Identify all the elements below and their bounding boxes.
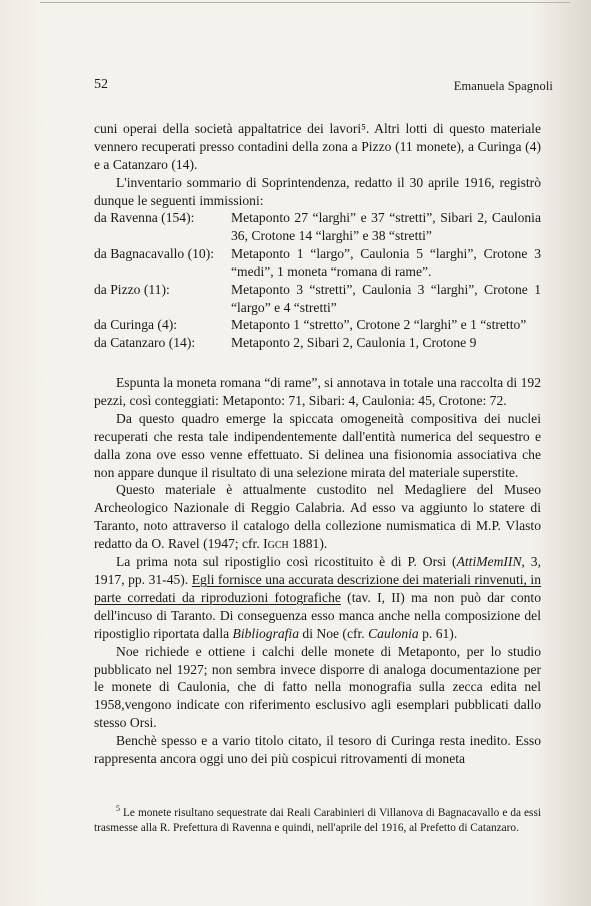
inventory-row: [94, 209, 541, 245]
inventory-place: da Pizzo (11):: [94, 281, 170, 297]
paragraph-7: Noe richiede e ottiene i calchi delle monete di Metaponto, per lo studio pubblicato nel 1927; non sembra invece disporre di analoga documentazione per le monete di Caulonia, che di fatto nella monografia sulla zecca edita nel 1958,vengono indicate con riferimento esclusivo agli esemplari pubblicati dallo stesso Orsi.: [94, 643, 541, 731]
paragraph-8: Benchè spesso e a vario titolo citato, il tesoro di Curinga resta inedito. Esso rappresenta ancora oggi uno dei più cospicui ritrovamenti di moneta: [94, 733, 541, 767]
p6-text-a: La prima nota sul ripostiglio così ricostituito è di P. Orsi (: [116, 554, 457, 570]
inventory-coins: Metaponto 2, Sibari 2, Caulonia 1, Crotone 9: [231, 335, 477, 351]
footnote: [94, 801, 541, 836]
top-edge-line: [40, 2, 570, 3]
inventory-coins: Metaponto 1 “stretto”, Crotone 2 “larghi” e 1 “stretto”: [231, 317, 527, 333]
p6-text-c: (tav. I, II) ma non può dar conto dell'incuso di Taranto. Di conseguenza esso manca anche nella composizione del ripostiglio riportata dalla: [94, 589, 542, 641]
p6-journal-ref: AttiMemIIN: [456, 554, 522, 570]
inventory-place: da Bagnacavallo (10):: [94, 245, 215, 261]
inventory-row: [94, 281, 541, 317]
inventory-place: da Catanzaro (14):: [94, 335, 196, 351]
paragraph-4: Da questo quadro emerge la spiccata omogeneità compositiva dei nuclei recuperati che resta tale indipendentemente dall'entità numerica del sequestro e dalla zona ove esso venne effettuato. Si delinea una fisionomia associativa che non appare dunque il risultato di una selezione mirata del materiale superstite.: [94, 410, 541, 480]
paragraph-6: [94, 553, 541, 643]
main-text: [94, 374, 541, 768]
inventory-place: da Curinga (4):: [94, 317, 178, 333]
inventory-coins: Metaponto 27 “larghi” e 37 “stretti”, Sibari 2, Caulonia 36, Crotone 14 “larghi” e 38 “stretti”: [231, 210, 541, 243]
footnote-number: 5: [116, 804, 120, 813]
inventory-place: da Ravenna (154):: [94, 210, 195, 225]
p6-text-b: , 3, 1917, pp. 31-45).: [94, 554, 541, 587]
paragraph-1: cuni operai della società appaltatrice dei lavori⁵. Altri lotti di questo materiale vennero recuperati presso contadini della zona a Pizzo (11 monete), a Curinga (4) e a Catanzaro (14).: [94, 121, 541, 172]
p6-text-d: di Noe (cfr.: [299, 625, 369, 641]
p6-caulonia: Caulonia: [368, 625, 419, 641]
inventory-list: [94, 209, 541, 352]
inventory-row: [94, 245, 541, 281]
paragraph-5: Questo materiale è attualmente custodito nel Medagliere del Museo Archeologico Nazionale di Reggio Calabria. Ad esso va aggiunto lo statere di Taranto, noto attraverso il catalogo della collezione numismatica di M.P. Vlasto redatto da O. Ravel (1947; cfr. Igch 1881).: [94, 482, 541, 552]
running-head: Emanuela Spagnoli: [453, 79, 553, 93]
igch-ref: Igch: [263, 536, 289, 552]
inventory-coins: Metaponto 1 “largo”, Caulonia 5 “larghi”, Crotone 3 “medi”, 1 moneta “romana di rame”.: [231, 245, 541, 279]
inventory-coins: Metaponto 3 “stretti”, Caulonia 3 “larghi”, Crotone 1 “largo” e 4 “stretti”: [231, 281, 541, 315]
p6-text-e: p. 61).: [418, 625, 458, 641]
intro-block: [94, 120, 541, 210]
inventory-row: [94, 316, 541, 334]
paragraph-2: L'inventario sommario di Soprintendenza, redatto il 30 aprile 1916, registrò dunque le seguenti immissioni:: [94, 174, 541, 208]
p6-underlined-text: Egli fornisce una accurata descrizione dei materiali rinvenuti, in parte corredati da riproduzioni fotografiche: [94, 571, 541, 605]
inventory-row: [94, 334, 541, 352]
footnote-text: Le monete risultano sequestrate dai Reali Carabinieri di Villanova di Bagnacavallo e da essi trasmesse alla R. Prefettura di Ravenna e quindi, nell'aprile del 1916, al Prefetto di Catanzaro.: [94, 806, 541, 834]
page-number: 52: [94, 77, 108, 92]
paragraph-3: Espunta la moneta romana “di rame”, si annotava in totale una raccolta di 192 pezzi, così conteggiati: Metaponto: 71, Sibari: 4, Caulonia: 45, Crotone: 72.: [94, 375, 541, 408]
p6-bibliografia: Bibliografia: [232, 625, 300, 641]
